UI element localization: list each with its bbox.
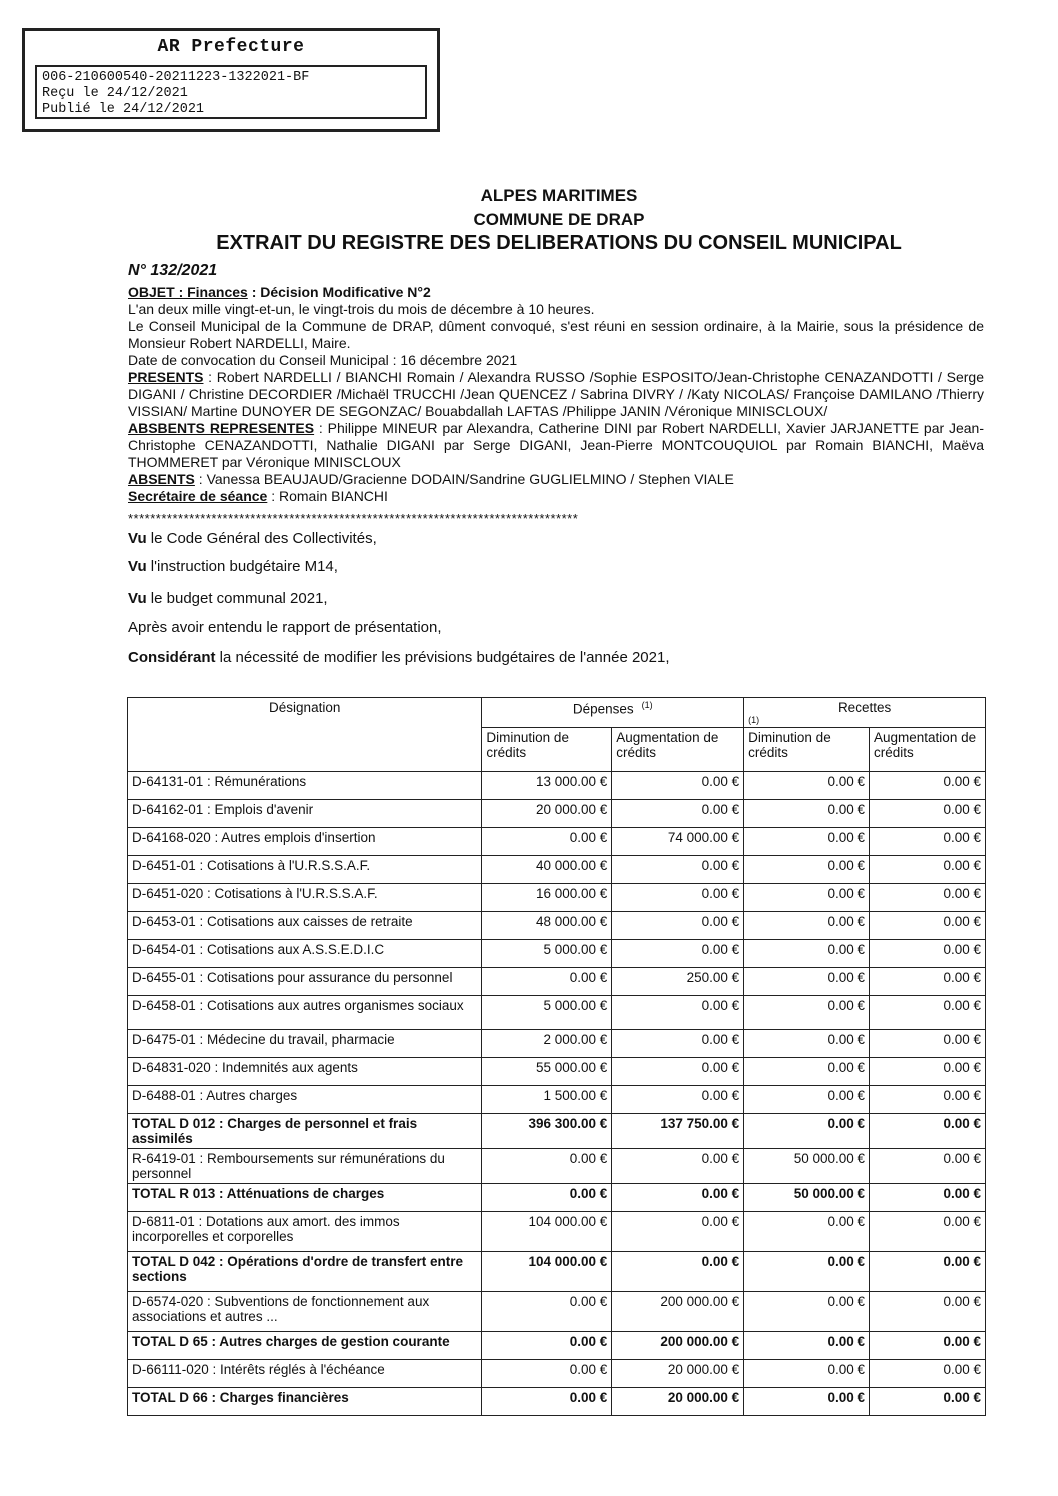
vu-line (128, 558, 984, 575)
budget-table (127, 697, 986, 1416)
rec-augmentation-cell: 0.00 € (870, 1332, 986, 1360)
dep-augmentation-cell: 0.00 € (612, 856, 744, 884)
table-row (128, 856, 986, 884)
separator-stars: ********************************************************************************* (128, 511, 579, 526)
rec-augmentation-cell: 0.00 € (870, 1292, 986, 1332)
header-depenses: Dépenses $^{(1)}$ (482, 698, 744, 728)
dep-augmentation-cell: 20 000.00 € (612, 1360, 744, 1388)
dep-augmentation-cell: 0.00 € (612, 1030, 744, 1058)
dep-augmentation-cell: 200 000.00 € (612, 1332, 744, 1360)
rec-diminution-cell: 0.00 € (744, 800, 870, 828)
rec-augmentation-cell: 0.00 € (870, 1114, 986, 1149)
row-designation: D-6475-01 : Médecine du travail, pharmacie (128, 1030, 482, 1058)
preamble (128, 284, 984, 505)
rec-augmentation-cell: 0.00 € (870, 1212, 986, 1252)
rec-augmentation-cell: 0.00 € (870, 1184, 986, 1212)
dep-augmentation-cell: 0.00 € (612, 940, 744, 968)
rec-diminution-cell: 0.00 € (744, 828, 870, 856)
dep-augmentation-cell: 74 000.00 € (612, 828, 744, 856)
dep-augmentation-cell: 0.00 € (612, 912, 744, 940)
row-designation: D-66111-020 : Intérêts réglés à l'échéance (128, 1360, 482, 1388)
rec-augmentation-cell: 0.00 € (870, 800, 986, 828)
prefecture-stamp (22, 28, 440, 132)
vu-keyword: Vu (128, 558, 147, 575)
rec-diminution-cell: 0.00 € (744, 1332, 870, 1360)
dep-diminution-cell: 48 000.00 € (482, 912, 612, 940)
rec-diminution-cell: 0.00 € (744, 1030, 870, 1058)
rec-augmentation-cell: 0.00 € (870, 884, 986, 912)
table-row (128, 1030, 986, 1058)
rec-augmentation-cell: 0.00 € (870, 828, 986, 856)
dep-diminution-cell: 16 000.00 € (482, 884, 612, 912)
dep-augmentation-cell: 0.00 € (612, 884, 744, 912)
total-row (128, 1252, 986, 1292)
stamp-received: Reçu le 24/12/2021 (42, 86, 188, 101)
dep-augmentation-cell: 0.00 € (612, 800, 744, 828)
rec-augmentation-cell: 0.00 € (870, 1086, 986, 1114)
note-marker: (1) (748, 715, 760, 725)
absents-line (128, 471, 984, 488)
row-designation: TOTAL D 042 : Opérations d'ordre de transfert entre sections (128, 1252, 482, 1292)
rec-diminution-cell: 0.00 € (744, 884, 870, 912)
dep-diminution-cell: 0.00 € (482, 1360, 612, 1388)
rec-augmentation-cell: 0.00 € (870, 1252, 986, 1292)
dep-diminution-cell: 0.00 € (482, 1292, 612, 1332)
table-row (128, 828, 986, 856)
dep-augmentation-cell: 0.00 € (612, 1212, 744, 1252)
rec-diminution-cell: 0.00 € (744, 772, 870, 800)
row-designation: TOTAL D 012 : Charges de personnel et frais assimilés (128, 1114, 482, 1149)
represented-value: : Philippe MINEUR par Alexandra, Catherine DINI par Robert NARDELLI, Xavier JARJANETTE par Jean-Christophe CENAZANDOTTI, Nathalie DIGANI par Serge DIGANI, Jean-Pierre MONTCOUQUIOL par Romain BIANCHI, Maëva THOMMERET par Véronique MINISCLOUX (128, 420, 984, 470)
total-row (128, 1184, 986, 1212)
dep-diminution-cell: 1 500.00 € (482, 1086, 612, 1114)
budget-table-body (128, 772, 986, 1416)
row-designation: TOTAL D 66 : Charges financières (128, 1388, 482, 1416)
vu-keyword: Vu (128, 590, 147, 607)
dep-diminution-cell: 104 000.00 € (482, 1212, 612, 1252)
dep-diminution-cell: 40 000.00 € (482, 856, 612, 884)
rec-augmentation-cell: 0.00 € (870, 996, 986, 1030)
table-row (128, 884, 986, 912)
row-designation: D-6574-020 : Subventions de fonctionnement aux associations et autres ... (128, 1292, 482, 1332)
secretary-line (128, 488, 984, 505)
table-row (128, 1360, 986, 1388)
vu-text: Après avoir entendu le rapport de présentation, (128, 619, 442, 636)
secretary-label: Secrétaire de séance (128, 488, 268, 504)
dep-augmentation-cell: 0.00 € (612, 1149, 744, 1184)
rec-diminution-cell: 0.00 € (744, 1292, 870, 1332)
dep-diminution-cell: 0.00 € (482, 1149, 612, 1184)
rec-diminution-cell: 0.00 € (744, 1388, 870, 1416)
dep-diminution-cell: 2 000.00 € (482, 1030, 612, 1058)
dep-diminution-cell: 396 300.00 € (482, 1114, 612, 1149)
absents-label: ABSENTS (128, 471, 195, 487)
considerant-line (128, 649, 984, 666)
total-row (128, 1114, 986, 1149)
dep-augmentation-cell: 0.00 € (612, 1086, 744, 1114)
rec-augmentation-cell: 0.00 € (870, 1030, 986, 1058)
vu-text: la nécessité de modifier les prévisions budgétaires de l'année 2021, (215, 649, 670, 666)
document-title: EXTRAIT DU REGISTRE DES DELIBERATIONS DU CONSEIL MUNICIPAL (216, 232, 902, 254)
table-row (128, 772, 986, 800)
row-designation: D-64168-020 : Autres emplois d'insertion (128, 828, 482, 856)
rec-diminution-cell: 0.00 € (744, 1058, 870, 1086)
row-designation: D-64831-020 : Indemnités aux agents (128, 1058, 482, 1086)
row-designation: TOTAL R 013 : Atténuations de charges (128, 1184, 482, 1212)
row-designation: D-6453-01 : Cotisations aux caisses de retraite (128, 912, 482, 940)
date-line: L'an deux mille vingt-et-un, le vingt-trois du mois de décembre à 10 heures. (128, 301, 595, 317)
row-designation: D-64162-01 : Emplois d'avenir (128, 800, 482, 828)
table-row (128, 1058, 986, 1086)
represented-label: ABSBENTS REPRESENTES (128, 420, 315, 436)
dep-augmentation-cell: 0.00 € (612, 1184, 744, 1212)
rec-augmentation-cell: 0.00 € (870, 856, 986, 884)
table-row (128, 968, 986, 996)
header-dep-diminution: Diminution de crédits (482, 728, 612, 772)
presents-value: : Robert NARDELLI / BIANCHI Romain / Alexandra RUSSO /Sophie ESPOSITO/Jean-Christophe CENAZANDOTTI / Serge DIGANI / Christine DECORDIER /Michaël TRUCCHI /Jean QUENCEZ / Sabrina DIVRY / /Katy NICOLAS/ Françoise DAMILANO /Thierry VISSIAN/ Martine DUNOYER DE SEGONZAC/ Bouabdallah LAFTAS /Philippe JANIN /Véronique MINISCLOUX/ (128, 369, 984, 419)
total-row (128, 1332, 986, 1360)
dep-augmentation-cell: 0.00 € (612, 772, 744, 800)
table-row (128, 1086, 986, 1114)
row-designation: D-6451-020 : Cotisations à l'U.R.S.S.A.F. (128, 884, 482, 912)
note-marker: (1) (641, 700, 653, 710)
header-recettes: Recettes (1) (744, 698, 986, 728)
vu-text: l'instruction budgétaire M14, (146, 558, 338, 575)
commune-heading: COMMUNE DE DRAP (473, 210, 645, 229)
objet-line (128, 284, 984, 301)
rec-diminution-cell: 0.00 € (744, 1086, 870, 1114)
dep-augmentation-cell: 200 000.00 € (612, 1292, 744, 1332)
dep-augmentation-cell: 0.00 € (612, 1058, 744, 1086)
rapport-line (128, 619, 984, 636)
dep-diminution-cell: 55 000.00 € (482, 1058, 612, 1086)
dep-diminution-cell: 5 000.00 € (482, 996, 612, 1030)
rec-augmentation-cell: 0.00 € (870, 968, 986, 996)
rec-diminution-cell: 0.00 € (744, 1360, 870, 1388)
dep-diminution-cell: 0.00 € (482, 1184, 612, 1212)
header-dep-augmentation: Augmentation de crédits (612, 728, 744, 772)
dep-diminution-cell: 0.00 € (482, 828, 612, 856)
vu-text: le Code Général des Collectivités, (146, 530, 377, 547)
vu-line (128, 530, 984, 547)
table-row (128, 800, 986, 828)
dep-diminution-cell: 0.00 € (482, 1332, 612, 1360)
stamp-title: AR Prefecture (157, 37, 305, 57)
rec-augmentation-cell: 0.00 € (870, 1149, 986, 1184)
total-row (128, 1388, 986, 1416)
row-designation: D-64131-01 : Rémunérations (128, 772, 482, 800)
table-row (128, 996, 986, 1030)
rec-diminution-cell: 0.00 € (744, 912, 870, 940)
convocation-line: Date de convocation du Conseil Municipal : 16 décembre 2021 (128, 352, 518, 368)
vu-keyword: Vu (128, 530, 147, 547)
rec-diminution-cell: 0.00 € (744, 940, 870, 968)
row-designation: D-6454-01 : Cotisations aux A.S.S.E.D.I.C (128, 940, 482, 968)
dep-diminution-cell: 0.00 € (482, 968, 612, 996)
table-row (128, 1149, 986, 1184)
dep-augmentation-cell: 0.00 € (612, 1252, 744, 1292)
rec-augmentation-cell: 0.00 € (870, 1360, 986, 1388)
table-row (128, 940, 986, 968)
row-designation: D-6451-01 : Cotisations à l'U.R.S.S.A.F. (128, 856, 482, 884)
rec-diminution-cell: 50 000.00 € (744, 1184, 870, 1212)
rec-diminution-cell: 0.00 € (744, 996, 870, 1030)
dep-augmentation-cell: 250.00 € (612, 968, 744, 996)
header-rec-augmentation: Augmentation de crédits (870, 728, 986, 772)
dep-augmentation-cell: 137 750.00 € (612, 1114, 744, 1149)
dep-diminution-cell: 5 000.00 € (482, 940, 612, 968)
rec-augmentation-cell: 0.00 € (870, 940, 986, 968)
vu-keyword: Considérant (128, 649, 216, 666)
row-designation: R-6419-01 : Remboursements sur rémunérations du personnel (128, 1149, 482, 1184)
vu-text: le budget communal 2021, (146, 590, 328, 607)
rec-diminution-cell: 50 000.00 € (744, 1149, 870, 1184)
presents-line (128, 369, 984, 420)
secretary-value: : Romain BIANCHI (267, 488, 388, 504)
deliberation-number: N° 132/2021 (128, 262, 218, 279)
objet-value: : Décision Modificative N°2 (247, 284, 431, 300)
rec-diminution-cell: 0.00 € (744, 1114, 870, 1149)
table-row (128, 1292, 986, 1332)
stamp-details (35, 65, 427, 119)
dep-diminution-cell: 20 000.00 € (482, 800, 612, 828)
row-designation: TOTAL D 65 : Autres charges de gestion courante (128, 1332, 482, 1360)
represented-line (128, 420, 984, 471)
session-line: Le Conseil Municipal de la Commune de DRAP, dûment convoqué, s'est réuni en session ordinaire, à la Mairie, sous la présidence de Monsieur Robert NARDELLI, Maire. (128, 318, 984, 351)
rec-augmentation-cell: 0.00 € (870, 912, 986, 940)
vu-line (128, 590, 984, 607)
presents-label: PRESENTS (128, 369, 204, 385)
row-designation: D-6488-01 : Autres charges (128, 1086, 482, 1114)
header-designation: Désignation (128, 698, 482, 772)
table-row (128, 912, 986, 940)
absents-value: : Vanessa BEAUJAUD/Gracienne DODAIN/Sandrine GUGLIELMINO / Stephen VIALE (194, 471, 734, 487)
dep-diminution-cell: 104 000.00 € (482, 1252, 612, 1292)
rec-diminution-cell: 0.00 € (744, 856, 870, 884)
rec-diminution-cell: 0.00 € (744, 968, 870, 996)
dep-augmentation-cell: 20 000.00 € (612, 1388, 744, 1416)
rec-augmentation-cell: 0.00 € (870, 1388, 986, 1416)
row-designation: D-6811-01 : Dotations aux amort. des immos incorporelles et corporelles (128, 1212, 482, 1252)
header-rec-diminution: Diminution de crédits (744, 728, 870, 772)
stamp-reference: 006-210600540-20211223-1322021-BF (42, 70, 310, 85)
rec-diminution-cell: 0.00 € (744, 1212, 870, 1252)
row-designation: D-6455-01 : Cotisations pour assurance du personnel (128, 968, 482, 996)
dep-diminution-cell: 0.00 € (482, 1388, 612, 1416)
objet-label: OBJET : Finances (128, 284, 248, 300)
table-row (128, 1212, 986, 1252)
dep-augmentation-cell: 0.00 € (612, 996, 744, 1030)
rec-augmentation-cell: 0.00 € (870, 772, 986, 800)
department-heading: ALPES MARITIMES (480, 186, 638, 205)
rec-augmentation-cell: 0.00 € (870, 1058, 986, 1086)
row-designation: D-6458-01 : Cotisations aux autres organismes sociaux (128, 996, 482, 1030)
stamp-published: Publié le 24/12/2021 (42, 102, 205, 117)
rec-diminution-cell: 0.00 € (744, 1252, 870, 1292)
dep-diminution-cell: 13 000.00 € (482, 772, 612, 800)
